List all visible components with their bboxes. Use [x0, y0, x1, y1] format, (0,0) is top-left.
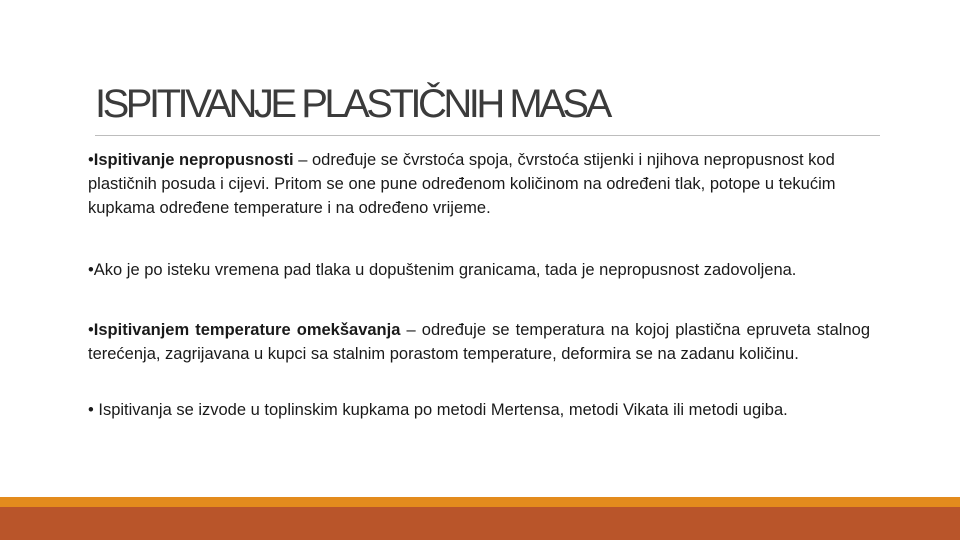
bullet-body-text: Ispitivanja se izvode u toplinskim kupkama po metodi Mertensa, metodi Vikata ili metodi ugiba.: [98, 401, 788, 419]
footer-band: [0, 507, 960, 540]
bullet-pad-tlaka: [88, 258, 878, 282]
footer-accent-stripe: [0, 497, 960, 507]
bullet-marker: •: [88, 261, 94, 279]
bullet-marker: •: [88, 401, 99, 419]
title-divider: [95, 135, 880, 136]
bullet-temperatura-omeksavanja: [88, 318, 870, 366]
bullet-nepropusnost: [88, 148, 878, 220]
bullet-marker: •: [88, 321, 94, 339]
bullet-body-text: Ako je po isteku vremena pad tlaka u dopuštenim granicama, tada je nepropusnost zadovoljena.: [93, 261, 797, 279]
bullet-toplinske-kupke: [88, 398, 878, 422]
slide-title: ISPITIVANJE PLASTIČNIH MASA: [95, 82, 609, 126]
bullet-lead-text: Ispitivanjem temperature omekšavanja: [93, 321, 401, 339]
bullet-body-text: – određuje se čvrstoća spoja, čvrstoća stijenki i njihova nepropusnost kod plastičnih posuda i cijevi. Pritom se one pune određenom količinom na određeni tlak, potope u tekućim kupkama određene temperature i na određeno vrijeme.: [88, 151, 836, 217]
bullet-marker: •: [88, 151, 94, 169]
bullet-body-text: – određuje se temperatura na kojoj plastična epruveta stalnog terećenja, zagrijavana u kupci sa stalnim porastom temperature, deformira se na zadanu količinu.: [88, 321, 870, 363]
bullet-lead-text: Ispitivanje nepropusnosti: [93, 151, 294, 169]
